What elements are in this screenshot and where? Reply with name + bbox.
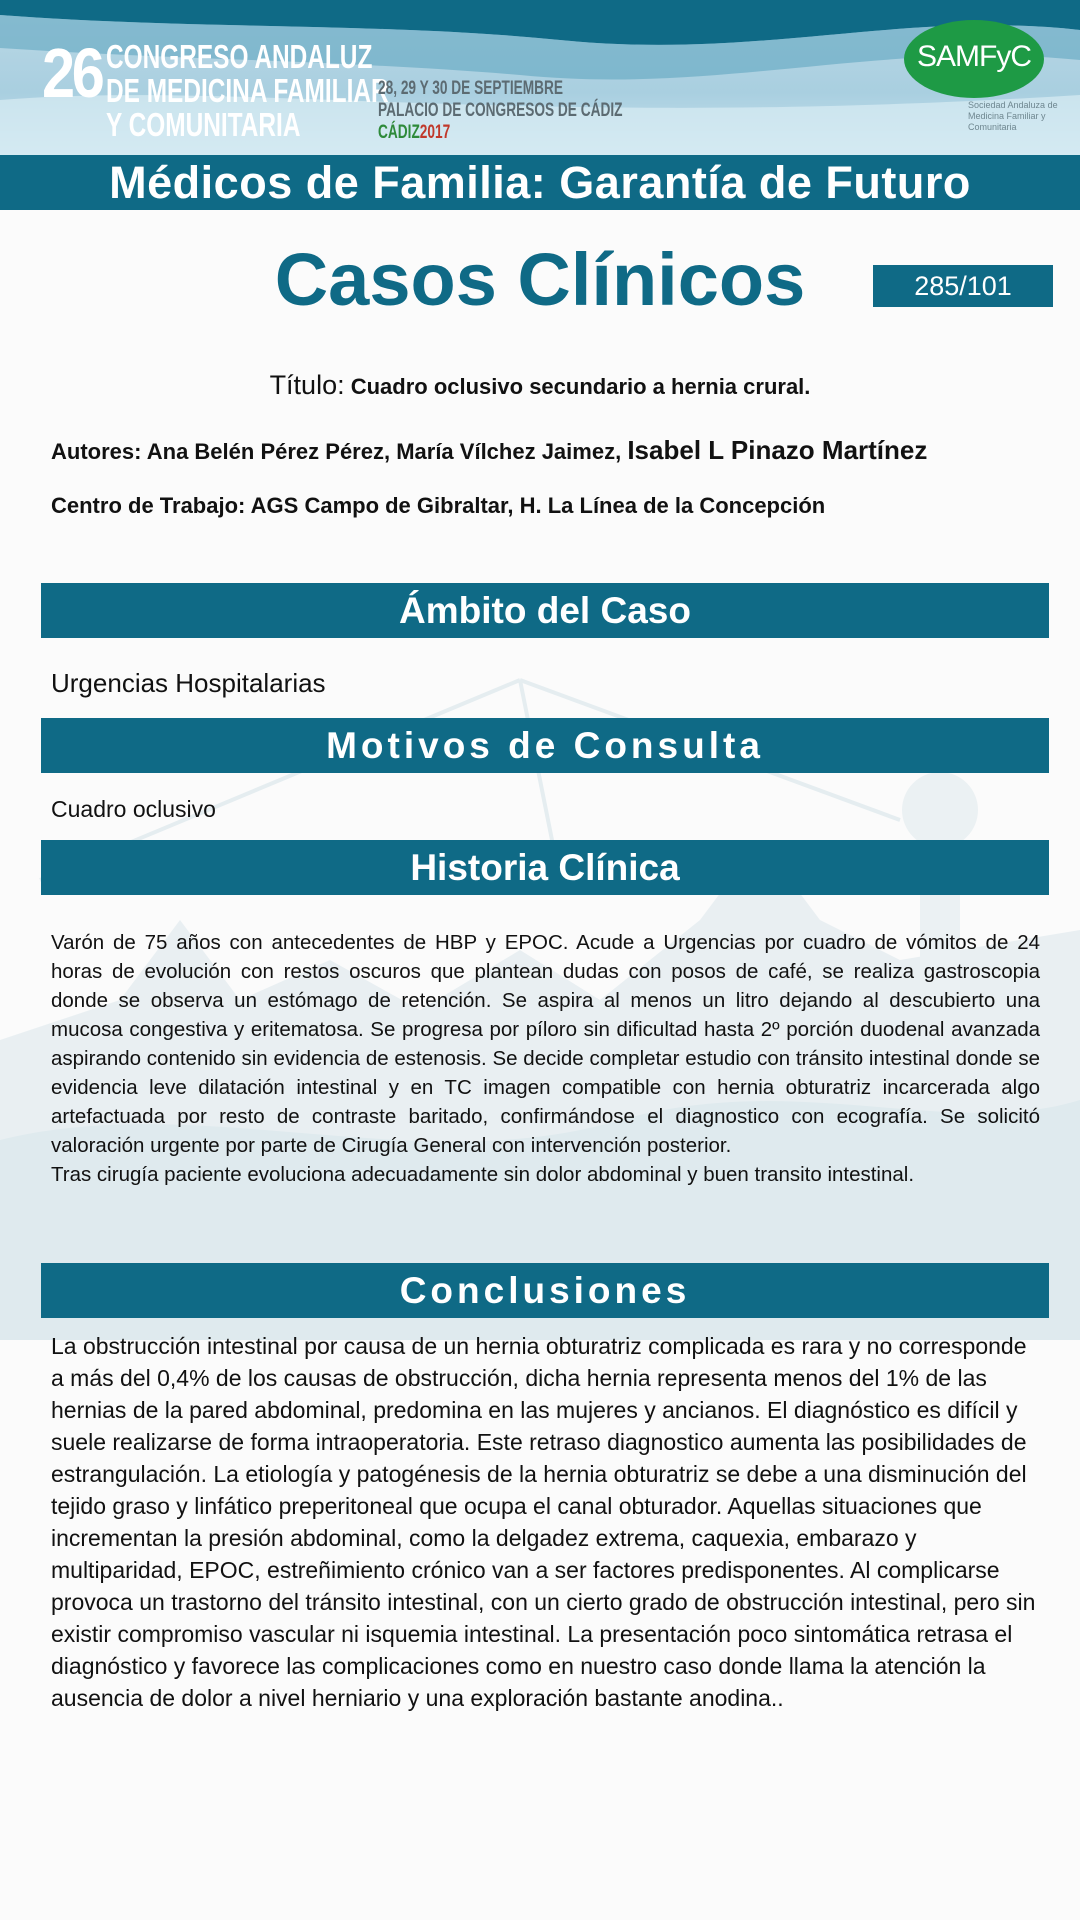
authors-value: Ana Belén Pérez Pérez, María Vílchez Jaimez, [146,439,622,464]
authors [51,435,927,466]
congress-info [378,78,622,144]
section-heading-conclusiones: Conclusiones [41,1263,1049,1318]
congress-name-line: DE MEDICINA FAMILIAR [106,72,389,109]
workplace-label: Centro de Trabajo: [51,493,246,518]
congress-name-line: Y COMUNITARIA [106,106,301,143]
congress-city: CÁDIZ [378,122,420,143]
slogan-text: Médicos de Familia: Garantía de Futuro [109,157,971,208]
congress-name-line: CONGRESO ANDALUZ [106,38,373,75]
case-title [0,370,1080,401]
historia-paragraph: Tras cirugía paciente evoluciona adecuadamente sin dolor abdominal y buen transito intestinal. [51,1163,915,1186]
section-text-motivos: Cuadro oclusivo [51,796,216,822]
workplace [51,493,825,519]
logo-text: SAMFyC [917,40,1031,73]
section-text-ambito: Urgencias Hospitalarias [51,668,326,698]
congress-city-year [378,122,622,144]
congress-number: 26 [42,34,102,112]
case-code-badge: 285/101 [873,265,1053,307]
section-heading-motivos: Motivos de Consulta [41,718,1049,773]
samfyc-logo [904,20,1044,98]
workplace-value: AGS Campo de Gibraltar, H. La Línea de la Concepción [250,493,826,518]
section-heading-ambito: Ámbito del Caso [41,583,1049,638]
congress-name [106,40,389,142]
section-text-historia [51,928,1040,1189]
congress-dates: 28, 29 Y 30 DE SEPTIEMBRE [378,78,564,99]
section-text-conclusiones: La obstrucción intestinal por causa de un hernia obturatriz complicada es rara y no corresponde a más del 0,4% de los causas de obstrucción, dicha hernia representa menos del 1% de las hernias de la pared abdominal, predomina en las mujeres y ancianos. El diagnóstico es difícil y suele realizarse de forma intraoperatoria. Este retraso diagnostico aumenta las posibilidades de estrangulación. La etiología y patogénesis de la hernia obturatriz se debe a una disminución del tejido graso y linfático preperitoneal que ocupa el canal obturador. Aquellas situaciones que incrementan la presión abdominal, como la delgadez extrema, caquexia, embarazo y multiparidad, EPOC, estreñimiento crónico van a ser factores predisponentes. Al complicarse provoca un trastorno del tránsito intestinal, con un cierto grado de obstrucción intestinal, pero sin existir compromiso vascular ni isquemia intestinal. La presentación poco sintomática retrasa el diagnóstico y favorece las complicaciones como en nuestro caso donde llama la atención la ausencia de dolor a nivel herniario y una exploración bastante anodina.. [51,1333,1036,1711]
logo-caption: Sociedad Andaluza de Medicina Familiar y Comunitaria [968,100,1058,132]
page-title: Casos Clínicos [274,238,806,321]
case-title-value: Cuadro oclusivo secundario a hernia crural. [350,374,811,399]
section-heading-historia: Historia Clínica [41,840,1049,895]
historia-paragraph: Varón de 75 años con antecedentes de HBP y EPOC. Acude a Urgencias por cuadro de vómitos de 24 horas de evolución con restos oscuros que plantean dudas con posos de café, se realiza gastroscopia donde se observa un estómago de retención. Se aspira al menos un litro dejando al descubierto una mucosa congestiva y eritematosa. Se progresa por píloro sin dificultad hasta 2º porción duodenal avanzada aspirando contenido sin evidencia de estenosis. Se decide completar estudio con tránsito intestinal donde se evidencia leve dilatación intestinal y en TC imagen compatible con hernia obturatriz incarcerada algo artefactuada por resto de contraste baritado, confirmándose el diagnostico con ecografía. Se solicitó valoración urgente por parte de Cirugía General con intervención posterior. [51,931,1040,1157]
authors-value-last: Isabel L Pinazo Martínez [627,435,928,465]
authors-label: Autores: [51,439,142,464]
congress-venue: PALACIO DE CONGRESOS DE CÁDIZ [378,100,623,121]
congress-banner [0,0,1080,155]
case-title-label: Título: [269,370,345,400]
congress-year: 2017 [419,122,451,143]
slogan-bar [0,155,1080,210]
